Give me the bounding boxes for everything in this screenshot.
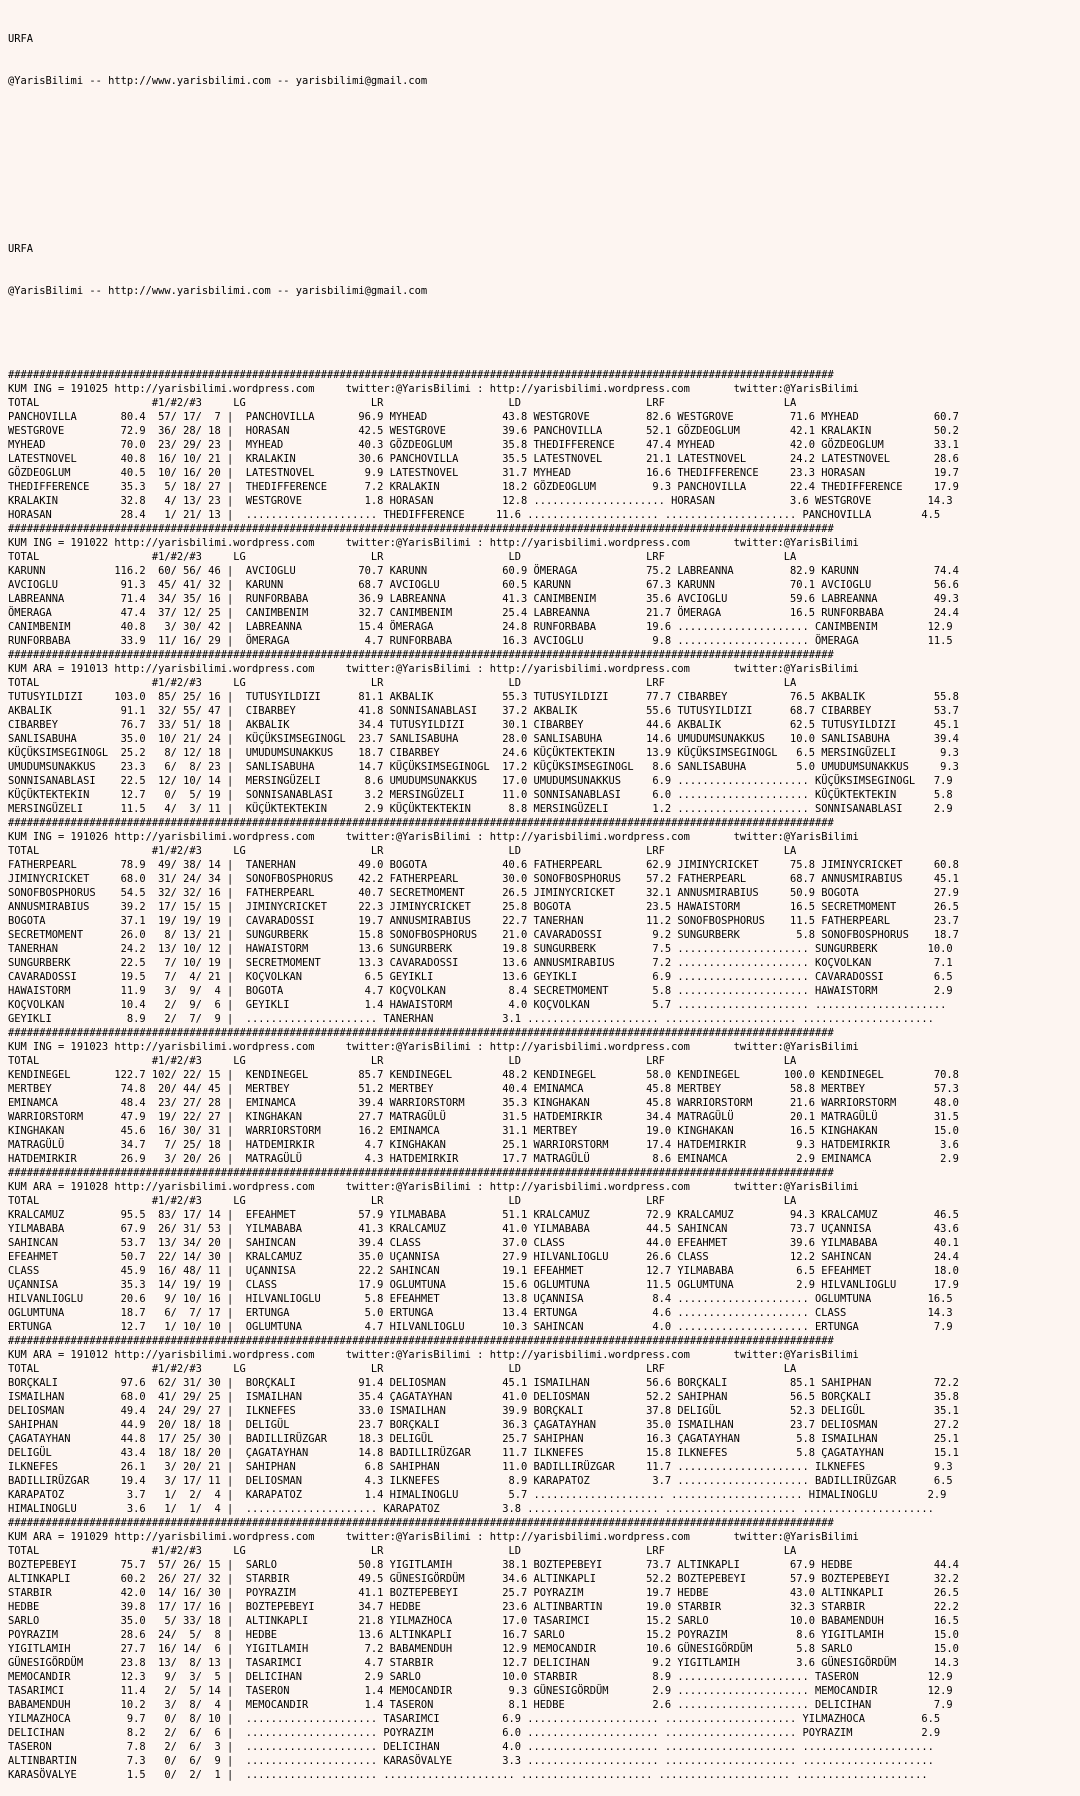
report-row: POYRAZIM 28.6 24/ 5/ 8 | HEDBE 13.6 ALTINKAPLI 16.7 SARLO 15.2 POYRAZIM 8.6 YIGITLAMIH 15.0: [8, 1629, 959, 1641]
report-row: MERTBEY 74.8 20/ 44/ 45 | MERTBEY 51.2 MERTBEY 40.4 EMINAMCA 45.8 MERTBEY 58.8 MERTBEY 57.3: [8, 1083, 959, 1095]
report-row: DELIGÜL 43.4 18/ 18/ 20 | ÇAGATAYHAN 14.8 BADILLIRÜZGAR 11.7 ILKNEFES 15.8 ILKNEFES 5.8 ÇAGATAYHAN 15.1: [8, 1447, 959, 1459]
report-row: KRALCAMUZ 95.5 83/ 17/ 14 | EFEAHMET 57.9 YILMABABA 51.1 KRALCAMUZ 72.9 KRALCAMUZ 94.3 KRALCAMUZ 46.5: [8, 1209, 959, 1221]
report-row: KINGHAKAN 45.6 16/ 30/ 31 | WARRIORSTORM 16.2 EMINAMCA 31.1 MERTBEY 19.0 KINGHAKAN 16.5 KINGHAKAN 15.0: [8, 1125, 959, 1137]
report-row: YIGITLAMIH 27.7 16/ 14/ 6 | YIGITLAMIH 7.2 BABAMENDUH 12.9 MEMOCANDIR 10.6 GÜNESIGÖRDÜM 5.8 SARLO 15.0: [8, 1643, 959, 1655]
report-row: KENDINEGEL 122.7 102/ 22/ 15 | KENDINEGEL 85.7 KENDINEGEL 48.2 KENDINEGEL 58.0 KENDINEGEL 100.0 KENDINEGEL 70.8: [8, 1069, 959, 1081]
report-row: ALTINKAPLI 60.2 26/ 27/ 32 | STARBIR 49.5 GÜNESIGÖRDÜM 34.6 ALTINKAPLI 52.2 BOZTEPEBEYI 57.9 BOZTEPEBEYI 32.2: [8, 1573, 959, 1585]
report-row: OGLUMTUNA 18.7 6/ 7/ 17 | ERTUNGA 5.0 ERTUNGA 13.4 ERTUNGA 4.6 ..................... CLASS 14.3: [8, 1307, 953, 1319]
column-header: TOTAL #1/#2/#3 LG LR LD LRF LA: [8, 845, 797, 857]
report-row: SAHINCAN 53.7 13/ 34/ 20 | SAHINCAN 39.4 CLASS 37.0 CLASS 44.0 EFEAHMET 39.6 YILMABABA 40.1: [8, 1237, 959, 1249]
report-row: SECRETMOMENT 26.0 8/ 13/ 21 | SUNGURBERK 15.8 SONOFBOSPHORUS 21.0 CAVARADOSSI 9.2 SUNGURBERK 5.8 SONOFBOSPHORUS 18.7: [8, 929, 959, 941]
report-row: HEDBE 39.8 17/ 17/ 16 | BOZTEPEBEYI 34.7 HEDBE 23.6 ALTINBARTIN 19.0 STARBIR 32.3 STARBIR 22.2: [8, 1601, 959, 1613]
header-city-repeat: URFA: [8, 243, 34, 255]
column-header: TOTAL #1/#2/#3 LG LR LD LRF LA: [8, 1055, 797, 1067]
report-row: BABAMENDUH 10.2 3/ 8/ 4 | MEMOCANDIR 1.4 TASERON 8.1 HEDBE 2.6 ..................... DELICIHAN 7.9: [8, 1699, 953, 1711]
report-row: CIBARBEY 76.7 33/ 51/ 18 | AKBALIK 34.4 TUTUSYILDIZI 30.1 CIBARBEY 44.6 AKBALIK 62.5 TUTUSYILDIZI 45.1: [8, 719, 959, 731]
report-row: RUNFORBABA 33.9 11/ 16/ 29 | ÖMERAGA 4.7 RUNFORBABA 16.3 AVCIOGLU 9.8 ..................... ÖMERAGA 11.5: [8, 635, 953, 647]
blank-line: [8, 116, 1080, 130]
report-row: CANIMBENIM 40.8 3/ 30/ 42 | LABREANNA 15.4 ÖMERAGA 24.8 RUNFORBABA 19.6 ..................... CANIMBENIM 12.9: [8, 621, 953, 633]
report-row: ÇAGATAYHAN 44.8 17/ 25/ 30 | BADILLIRÜZGAR 18.3 DELIGÜL 25.7 SAHIPHAN 16.3 ÇAGATAYHAN 5.8 ISMAILHAN 25.1: [8, 1433, 959, 1445]
report-row: GÖZDEOGLUM 40.5 10/ 16/ 20 | LATESTNOVEL 9.9 LATESTNOVEL 31.7 MYHEAD 16.6 THEDIFFERENCE 23.3 HORASAN 19.7: [8, 467, 959, 479]
race-header: KUM ARA = 191028 http://yarisbilimi.wordpress.com twitter:@YarisBilimi : http://yarisbilimi.wordpress.com twitter:@YarisBilimi: [8, 1181, 859, 1193]
report-row: UÇANNISA 35.3 14/ 19/ 19 | CLASS 17.9 OGLUMTUNA 15.6 OGLUMTUNA 11.5 OGLUMTUNA 2.9 HILVANLIOGLU 17.9: [8, 1279, 959, 1291]
report-row: TASERON 7.8 2/ 6/ 3 | ..................... DELICIHAN 4.0 ..................... ..................... .....................: [8, 1741, 934, 1753]
section-separator: ####################################################################################################################################: [8, 1167, 834, 1179]
report-row: KÜÇÜKTEKTEKIN 12.7 0/ 5/ 19 | SONNISANABLASI 3.2 MERSINGÜZELI 11.0 SONNISANABLASI 6.0 ..................... KÜÇÜKTEKTEKIN 5.8: [8, 789, 953, 801]
report-row: ERTUNGA 12.7 1/ 10/ 10 | OGLUMTUNA 4.7 HILVANLIOGLU 10.3 SAHINCAN 4.0 ..................... ERTUNGA 7.9: [8, 1321, 953, 1333]
blank-line: [8, 326, 1080, 340]
report-row: ALTINBARTIN 7.3 0/ 6/ 9 | ..................... KARASÖVALYE 3.3 ..................... ..................... .....................: [8, 1755, 934, 1767]
report-row: MEMOCANDIR 12.3 9/ 3/ 5 | DELICIHAN 2.9 SARLO 10.0 STARBIR 8.9 ..................... TASERON 12.9: [8, 1671, 953, 1683]
report-row: BOGOTA 37.1 19/ 19/ 19 | CAVARADOSSI 19.7 ANNUSMIRABIUS 22.7 TANERHAN 11.2 SONOFBOSPHORUS 11.5 FATHERPEARL 23.7: [8, 915, 959, 927]
report-row: ANNUSMIRABIUS 39.2 17/ 15/ 15 | JIMINYCRICKET 22.3 JIMINYCRICKET 25.8 BOGOTA 23.5 HAWAISTORM 16.5 SECRETMOMENT 26.5: [8, 901, 959, 913]
section-separator: ####################################################################################################################################: [8, 1027, 834, 1039]
blank-line: [8, 200, 1080, 214]
column-header: TOTAL #1/#2/#3 LG LR LD LRF LA: [8, 1545, 797, 1557]
report-row: MYHEAD 70.0 23/ 29/ 23 | MYHEAD 40.3 GÖZDEOGLUM 35.8 THEDIFFERENCE 47.4 MYHEAD 42.0 GÖZDEOGLUM 33.1: [8, 439, 959, 451]
report-row: HAWAISTORM 11.9 3/ 9/ 4 | BOGOTA 4.7 KOÇVOLKAN 8.4 SECRETMOMENT 5.8 ..................... HAWAISTORM 2.9: [8, 985, 953, 997]
report-row: KARUNN 116.2 60/ 56/ 46 | AVCIOGLU 70.7 KARUNN 60.9 ÖMERAGA 75.2 LABREANNA 82.9 KARUNN 74.4: [8, 565, 959, 577]
report-row: SAHIPHAN 44.9 20/ 18/ 18 | DELIGÜL 23.7 BORÇKALI 36.3 ÇAGATAYHAN 35.0 ISMAILHAN 23.7 DELIOSMAN 27.2: [8, 1419, 959, 1431]
report-row: AVCIOGLU 91.3 45/ 41/ 32 | KARUNN 68.7 AVCIOGLU 60.5 KARUNN 67.3 KARUNN 70.1 AVCIOGLU 56.6: [8, 579, 959, 591]
report-row: DELIOSMAN 49.4 24/ 29/ 27 | ILKNEFES 33.0 ISMAILHAN 39.9 BORÇKALI 37.8 DELIGÜL 52.3 DELIGÜL 35.1: [8, 1405, 959, 1417]
blank-line: [8, 158, 1080, 172]
report-row: LABREANNA 71.4 34/ 35/ 16 | RUNFORBABA 36.9 LABREANNA 41.3 CANIMBENIM 35.6 AVCIOGLU 59.6 LABREANNA 49.3: [8, 593, 959, 605]
report-row: THEDIFFERENCE 35.3 5/ 18/ 27 | THEDIFFERENCE 7.2 KRALAKIN 18.2 GÖZDEOGLUM 9.3 PANCHOVILLA 22.4 THEDIFFERENCE 17.9: [8, 481, 959, 493]
report-row: JIMINYCRICKET 68.0 31/ 24/ 34 | SONOFBOSPHORUS 42.2 FATHERPEARL 30.0 SONOFBOSPHORUS 57.2 FATHERPEARL 68.7 ANNUSMIRABIUS 45.1: [8, 873, 959, 885]
race-header: KUM ING = 191023 http://yarisbilimi.wordpress.com twitter:@YarisBilimi : http://yarisbilimi.wordpress.com twitter:@YarisBilimi: [8, 1041, 859, 1053]
section-separator: ####################################################################################################################################: [8, 523, 834, 535]
race-header: KUM ING = 191025 http://yarisbilimi.wordpress.com twitter:@YarisBilimi : http://yarisbilimi.wordpress.com twitter:@YarisBilimi: [8, 383, 859, 395]
column-header: TOTAL #1/#2/#3 LG LR LD LRF LA: [8, 1195, 797, 1207]
report-row: HORASAN 28.4 1/ 21/ 13 | ..................... THEDIFFERENCE 11.6 ..................... ..................... PANCHOVILLA 4.5: [8, 509, 941, 521]
section-separator: ####################################################################################################################################: [8, 649, 834, 661]
report-row: KÜÇÜKSIMSEGINOGL 25.2 8/ 12/ 18 | UMUDUMSUNAKKUS 18.7 CIBARBEY 24.6 KÜÇÜKTEKTEKIN 13.9 KÜÇÜKSIMSEGINOGL 6.5 MERSINGÜZELI 9.3: [8, 747, 959, 759]
report-row: KARASÖVALYE 1.5 0/ 2/ 1 | ..................... ..................... ..................... ..................... .....................: [8, 1769, 928, 1781]
header-contact-repeat: @YarisBilimi -- http://www.yarisbilimi.com -- yarisbilimi@gmail.com: [8, 285, 428, 297]
report-row: SARLO 35.0 5/ 33/ 18 | ALTINKAPLI 21.8 YILMAZHOCA 17.0 TASARIMCI 15.2 SARLO 10.0 BABAMENDUH 16.5: [8, 1615, 959, 1627]
report-row: HIMALINOGLU 3.6 1/ 1/ 4 | ..................... KARAPATOZ 3.8 ..................... ..................... .....................: [8, 1503, 934, 1515]
report-row: GÜNESIGÖRDÜM 23.8 13/ 8/ 13 | TASARIMCI 4.7 STARBIR 12.7 DELICIHAN 9.2 YIGITLAMIH 3.6 GÜNESIGÖRDÜM 14.3: [8, 1657, 959, 1669]
report-row: ILKNEFES 26.1 3/ 20/ 21 | SAHIPHAN 6.8 SAHIPHAN 11.0 BADILLIRÜZGAR 11.7 ..................... ILKNEFES 9.3: [8, 1461, 953, 1473]
race-header: KUM ARA = 191013 http://yarisbilimi.wordpress.com twitter:@YarisBilimi : http://yarisbilimi.wordpress.com twitter:@YarisBilimi: [8, 663, 859, 675]
report-row: SUNGURBERK 22.5 7/ 10/ 19 | SECRETMOMENT 13.3 CAVARADOSSI 13.6 ANNUSMIRABIUS 7.2 ..................... KOÇVOLKAN 7.1: [8, 957, 953, 969]
section-separator: ####################################################################################################################################: [8, 1335, 834, 1347]
report-row: DELICIHAN 8.2 2/ 6/ 6 | ..................... POYRAZIM 6.0 ..................... ..................... POYRAZIM 2.9: [8, 1727, 941, 1739]
report-row: WESTGROVE 72.9 36/ 28/ 18 | HORASAN 42.5 WESTGROVE 39.6 PANCHOVILLA 52.1 GÖZDEOGLUM 42.1 KRALAKIN 50.2: [8, 425, 959, 437]
column-header: TOTAL #1/#2/#3 LG LR LD LRF LA: [8, 677, 797, 689]
report-row: YILMABABA 67.9 26/ 31/ 53 | YILMABABA 41.3 KRALCAMUZ 41.0 YILMABABA 44.5 SAHINCAN 73.7 UÇANNISA 43.6: [8, 1223, 959, 1235]
section-separator: ####################################################################################################################################: [8, 817, 834, 829]
race-header: KUM ARA = 191029 http://yarisbilimi.wordpress.com twitter:@YarisBilimi : http://yarisbilimi.wordpress.com twitter:@YarisBilimi: [8, 1531, 859, 1543]
report-row: EMINAMCA 48.4 23/ 27/ 28 | EMINAMCA 39.4 WARRIORSTORM 35.3 KINGHAKAN 45.8 WARRIORSTORM 21.6 WARRIORSTORM 48.0: [8, 1097, 959, 1109]
report-row: HILVANLIOGLU 20.6 9/ 10/ 16 | HILVANLIOGLU 5.8 EFEAHMET 13.8 UÇANNISA 8.4 ..................... OGLUMTUNA 16.5: [8, 1293, 953, 1305]
section-separator: ####################################################################################################################################: [8, 1517, 834, 1529]
report-row: KARAPATOZ 3.7 1/ 2/ 4 | KARAPATOZ 1.4 HIMALINOGLU 5.7 ..................... ..................... HIMALINOGLU 2.9: [8, 1489, 947, 1501]
report-row: TANERHAN 24.2 13/ 10/ 12 | HAWAISTORM 13.6 SUNGURBERK 19.8 SUNGURBERK 7.5 ..................... SUNGURBERK 10.0: [8, 943, 953, 955]
header-city: URFA: [8, 33, 34, 45]
report-row: KRALAKIN 32.8 4/ 13/ 23 | WESTGROVE 1.8 HORASAN 12.8 ..................... HORASAN 3.6 WESTGROVE 14.3: [8, 495, 953, 507]
section-separator: ####################################################################################################################################: [8, 369, 834, 381]
report-row: TUTUSYILDIZI 103.0 85/ 25/ 16 | TUTUSYILDIZI 81.1 AKBALIK 55.3 TUTUSYILDIZI 77.7 CIBARBEY 76.5 AKBALIK 55.8: [8, 691, 959, 703]
report-row: AKBALIK 91.1 32/ 55/ 47 | CIBARBEY 41.8 SONNISANABLASI 37.2 AKBALIK 55.6 TUTUSYILDIZI 68.7 CIBARBEY 53.7: [8, 705, 959, 717]
column-header: TOTAL #1/#2/#3 LG LR LD LRF LA: [8, 397, 797, 409]
race-header: KUM ING = 191026 http://yarisbilimi.wordpress.com twitter:@YarisBilimi : http://yarisbilimi.wordpress.com twitter:@YarisBilimi: [8, 831, 859, 843]
report-row: YILMAZHOCA 9.7 0/ 8/ 10 | ..................... TASARIMCI 6.9 ..................... ..................... YILMAZHOCA 6.5: [8, 1713, 941, 1725]
report-row: EFEAHMET 50.7 22/ 14/ 30 | KRALCAMUZ 35.0 UÇANNISA 27.9 HILVANLIOGLU 26.6 CLASS 12.2 SAHINCAN 24.4: [8, 1251, 959, 1263]
report-row: TASARIMCI 11.4 2/ 5/ 14 | TASERON 1.4 MEMOCANDIR 9.3 GÜNESIGÖRDÜM 2.9 ..................... MEMOCANDIR 12.9: [8, 1685, 953, 1697]
report-row: FATHERPEARL 78.9 49/ 38/ 14 | TANERHAN 49.0 BOGOTA 40.6 FATHERPEARL 62.9 JIMINYCRICKET 75.8 JIMINYCRICKET 60.8: [8, 859, 959, 871]
report-body: [8, 368, 1080, 1782]
report-row: SONNISANABLASI 22.5 12/ 10/ 14 | MERSINGÜZELI 8.6 UMUDUMSUNAKKUS 17.0 UMUDUMSUNAKKUS 6.9 ..................... KÜÇÜKSIMSEGINOGL 7.9: [8, 775, 953, 787]
column-header: TOTAL #1/#2/#3 LG LR LD LRF LA: [8, 551, 797, 563]
report-row: SANLISABUHA 35.0 10/ 21/ 24 | KÜÇÜKSIMSEGINOGL 23.7 SANLISABUHA 28.0 SANLISABUHA 14.6 UMUDUMSUNAKKUS 10.0 SANLISABUHA 39.4: [8, 733, 959, 745]
report-row: LATESTNOVEL 40.8 16/ 10/ 21 | KRALAKIN 30.6 PANCHOVILLA 35.5 LATESTNOVEL 21.1 LATESTNOVEL 24.2 LATESTNOVEL 28.6: [8, 453, 959, 465]
column-header: TOTAL #1/#2/#3 LG LR LD LRF LA: [8, 1363, 797, 1375]
report-row: KOÇVOLKAN 10.4 2/ 9/ 6 | GEYIKLI 1.4 HAWAISTORM 4.0 KOÇVOLKAN 5.7 ..................... .....................: [8, 999, 947, 1011]
report-row: WARRIORSTORM 47.9 19/ 22/ 27 | KINGHAKAN 27.7 MATRAGÜLÜ 31.5 HATDEMIRKIR 34.4 MATRAGÜLÜ 20.1 MATRAGÜLÜ 31.5: [8, 1111, 959, 1123]
report-row: BADILLIRÜZGAR 19.4 3/ 17/ 11 | DELIOSMAN 4.3 ILKNEFES 8.9 KARAPATOZ 3.7 ..................... BADILLIRÜZGAR 6.5: [8, 1475, 953, 1487]
report-row: MERSINGÜZELI 11.5 4/ 3/ 11 | KÜÇÜKTEKTEKIN 2.9 KÜÇÜKTEKTEKIN 8.8 MERSINGÜZELI 1.2 ..................... SONNISANABLASI 2.9: [8, 803, 953, 815]
report-row: UMUDUMSUNAKKUS 23.3 6/ 8/ 23 | SANLISABUHA 14.7 KÜÇÜKSIMSEGINOGL 17.2 KÜÇÜKSIMSEGINOGL 8.6 SANLISABUHA 5.0 UMUDUMSUNAKKUS 9.3: [8, 761, 959, 773]
report-row: CLASS 45.9 16/ 48/ 11 | UÇANNISA 22.2 SAHINCAN 19.1 EFEAHMET 12.7 YILMABABA 6.5 EFEAHMET 18.0: [8, 1265, 959, 1277]
report-row: PANCHOVILLA 80.4 57/ 17/ 7 | PANCHOVILLA 96.9 MYHEAD 43.8 WESTGROVE 82.6 WESTGROVE 71.6 MYHEAD 60.7: [8, 411, 959, 423]
header-contact: @YarisBilimi -- http://www.yarisbilimi.com -- yarisbilimi@gmail.com: [8, 75, 428, 87]
report-row: SONOFBOSPHORUS 54.5 32/ 32/ 16 | FATHERPEARL 40.7 SECRETMOMENT 26.5 JIMINYCRICKET 32.1 ANNUSMIRABIUS 50.9 BOGOTA 27.9: [8, 887, 959, 899]
race-header: KUM ING = 191022 http://yarisbilimi.wordpress.com twitter:@YarisBilimi : http://yarisbilimi.wordpress.com twitter:@YarisBilimi: [8, 537, 859, 549]
report-row: ÖMERAGA 47.4 37/ 12/ 25 | CANIMBENIM 32.7 CANIMBENIM 25.4 LABREANNA 21.7 ÖMERAGA 16.5 RUNFORBABA 24.4: [8, 607, 959, 619]
report-row: BORÇKALI 97.6 62/ 31/ 30 | BORÇKALI 91.4 DELIOSMAN 45.1 ISMAILHAN 56.6 BORÇKALI 85.1 SAHIPHAN 72.2: [8, 1377, 959, 1389]
race-header: KUM ARA = 191012 http://yarisbilimi.wordpress.com twitter:@YarisBilimi : http://yarisbilimi.wordpress.com twitter:@YarisBilimi: [8, 1349, 859, 1361]
report-row: CAVARADOSSI 19.5 7/ 4/ 21 | KOÇVOLKAN 6.5 GEYIKLI 13.6 GEYIKLI 6.9 ..................... CAVARADOSSI 6.5: [8, 971, 953, 983]
report-row: MATRAGÜLÜ 34.7 7/ 25/ 18 | HATDEMIRKIR 4.7 KINGHAKAN 25.1 WARRIORSTORM 17.4 HATDEMIRKIR 9.3 HATDEMIRKIR 3.6: [8, 1139, 959, 1151]
report-row: BOZTEPEBEYI 75.7 57/ 26/ 15 | SARLO 50.8 YIGITLAMIH 38.1 BOZTEPEBEYI 73.7 ALTINKAPLI 67.9 HEDBE 44.4: [8, 1559, 959, 1571]
report-row: STARBIR 42.0 14/ 16/ 30 | POYRAZIM 41.1 BOZTEPEBEYI 25.7 POYRAZIM 19.7 HEDBE 43.0 ALTINKAPLI 26.5: [8, 1587, 959, 1599]
report-row: ISMAILHAN 68.0 41/ 29/ 25 | ISMAILHAN 35.4 ÇAGATAYHAN 41.0 DELIOSMAN 52.2 SAHIPHAN 56.5 BORÇKALI 35.8: [8, 1391, 959, 1403]
report-row: HATDEMIRKIR 26.9 3/ 20/ 26 | MATRAGÜLÜ 4.3 HATDEMIRKIR 17.7 MATRAGÜLÜ 8.6 EMINAMCA 2.9 EMINAMCA 2.9: [8, 1153, 959, 1165]
report-row: GEYIKLI 8.9 2/ 7/ 9 | ..................... TANERHAN 3.1 ..................... ..................... .....................: [8, 1013, 934, 1025]
